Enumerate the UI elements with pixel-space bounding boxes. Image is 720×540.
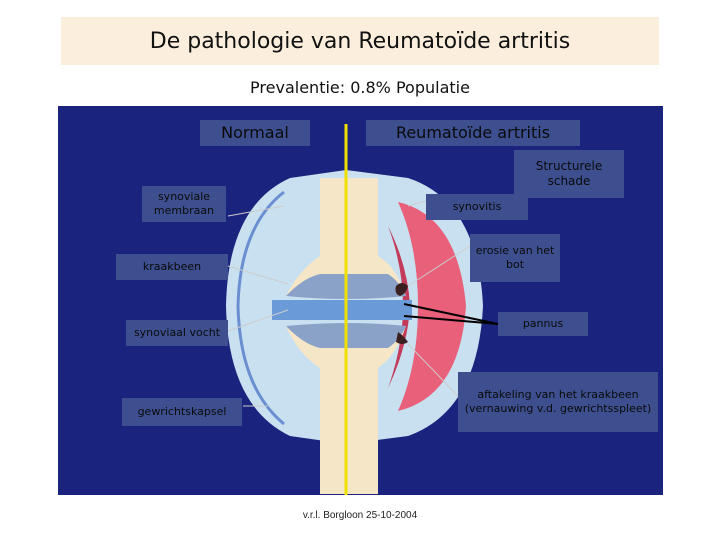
header-ra: Reumatoïde artritis — [366, 120, 580, 146]
page-title: De pathologie van Reumatoïde artritis — [149, 28, 571, 54]
subtitle: Prevalentie: 0.8% Populatie — [250, 78, 470, 97]
label-joint-capsule: gewrichtskapsel — [122, 398, 242, 426]
label-cartilage: kraakbeen — [116, 254, 228, 280]
label-bone-erosion: erosie van het bot — [470, 234, 560, 282]
label-structural-damage: Structurele schade — [514, 150, 624, 198]
footer-credit: v.r.l. Borgloon 25-10-2004 — [302, 510, 418, 521]
synovial-fluid-gap — [272, 300, 412, 320]
header-normal: Normaal — [200, 120, 310, 146]
label-synovial-membrane: synoviale membraan — [142, 186, 226, 222]
title-banner — [61, 17, 659, 65]
label-cartilage-degradation: aftakeling van het kraakbeen (vernauwing v.d. gewrichtsspleet) — [458, 372, 658, 432]
label-synovitis: synovitis — [426, 194, 528, 220]
joint-diagram-panel — [58, 106, 663, 495]
label-pannus: pannus — [498, 312, 588, 336]
label-synovial-fluid: synoviaal vocht — [126, 320, 228, 346]
